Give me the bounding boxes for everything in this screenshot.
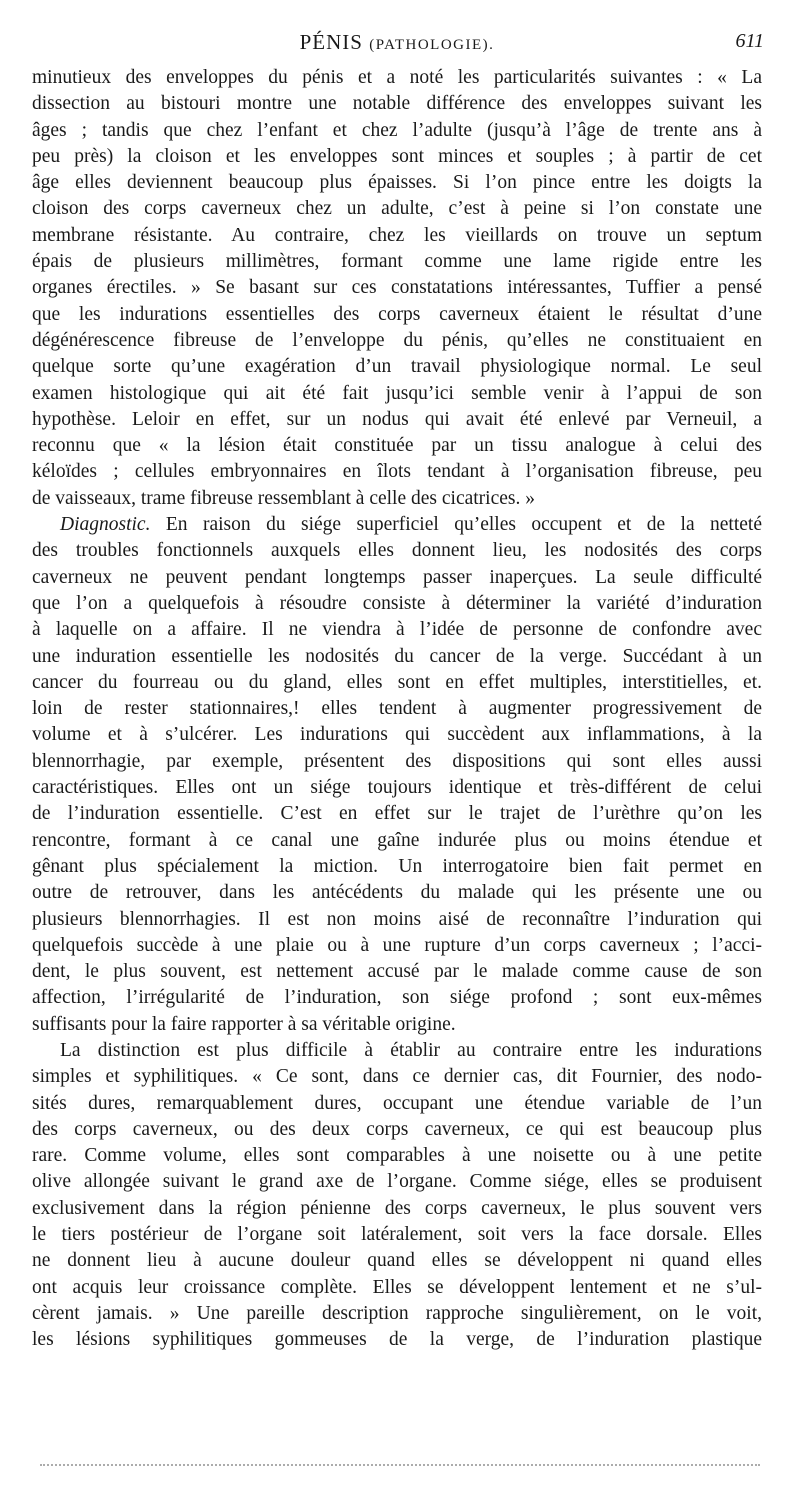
footer-dotted-rule [40,1458,760,1466]
text-line: minutieux des enveloppes du pénis et a noté les particularités suivantes : « La [32,67,762,88]
text-line: simples et syphilitiques. « Ce sont, dans ce dernier cas, dit Fournier, des nodo- [32,1066,762,1088]
text-line: dent, le plus souvent, est nettement accusé par le malade comme cause de son [32,961,762,983]
text-line: une induration essentielle les nodosités du cancer de la verge. Succédant à un [32,645,762,667]
text-line: que les indurations essentielles des corps caverneux étaient le résultat d’une [32,303,762,325]
page-number: 611 [735,30,764,52]
text-line: blennorrhagie, par exemple, présentent des dispositions qui sont elles aussi [32,750,762,772]
text-line: cloison des corps caverneux chez un adulte, c’est à peine si l’on constate une [32,198,762,220]
text-line: peu près) la cloison et les enveloppes sont minces et souples ; à partir de cet [32,145,762,167]
diagnostic-paragraph-start [32,512,762,538]
page-title [30,30,764,55]
text-line: outre de retrouver, dans les antécédents du malade qui les présente une ou [32,882,762,904]
page-title-main: PÉNIS [299,30,363,54]
text-line: le tiers postérieur de l’organe soit latéralement, soit vers la face dorsale. Elles [32,1224,762,1246]
text-line: épais de plusieurs millimètres, formant comme une lame rigide entre les [32,251,762,273]
text-line: exclusivement dans la région pénienne des corps caverneux, le plus souvent vers [32,1197,762,1219]
text-line: caverneux ne peuvent pendant longtemps passer inaperçues. La seule difficulté [32,566,762,588]
text-line: que l’on a quelquefois à résoudre consiste à déterminer la variété d’induration [32,592,762,614]
text-line: volume et à s’ulcérer. Les indurations qui succèdent aux inflammations, à la [32,724,762,746]
body-text [32,65,762,1354]
section-heading-diagnostic: Diagnostic. [60,514,151,536]
text-line: sités dures, remarquablement dures, occupant une étendue variable de l’un [32,1092,762,1114]
text-line: suffisants pour la faire rapporter à sa véritable origine. [32,1013,456,1035]
text-line: ne donnent lieu à aucune douleur quand elles se développent ni quand elles [32,1250,762,1272]
text-line: gênant plus spécialement la miction. Un interrogatoire bien fait permet en [32,855,762,877]
text-line: de vaisseaux, trame fibreuse ressemblant à celle des cicatrices. » [32,487,535,509]
text-line: kéloïdes ; cellules embryonnaires en îlots tendant à l’organisation fibreuse, peu [32,461,762,483]
text-line: ont acquis leur croissance complète. Elles se développent lentement et ne s’ul- [32,1276,762,1298]
text-line: cèrent jamais. » Une pareille description rapproche singulièrement, on le voit, [32,1302,762,1324]
text-line: organes érectiles. » Se basant sur ces constatations intéressantes, Tuffier a pensé [32,277,762,299]
text-line: cancer du fourreau ou du gland, elles sont en effet multiples, interstitielles, et. [32,671,762,693]
text-line: caractéristiques. Elles ont un siége toujours identique et très-différent de celui [32,777,762,799]
text-line-rest: En raison du siége superficiel qu’elles occupent et de la netteté [150,514,762,536]
text-line: à laquelle on a affaire. Il ne viendra à l’idée de personne de confondre avec [32,619,762,641]
text-line: reconnu que « la lésion était constituée par un tissu analogue à celui des [32,435,762,457]
text-line: quelque sorte qu’une exagération d’un travail physiologique normal. Le seul [32,356,762,378]
text-line: des troubles fonctionnels auxquels elles donnent lieu, les nodosités des corps [32,540,762,562]
text-line: quelquefois succède à une plaie ou à une rupture d’un corps caverneux ; l’acci- [32,934,762,956]
text-line: affection, l’irrégularité de l’induration, son siége profond ; sont eux-mêmes [32,987,762,1009]
text-line: dégénérescence fibreuse de l’enveloppe du pénis, qu’elles ne constituaient en [32,329,762,351]
page-title-subtitle: (PATHOLOGIE). [369,37,495,53]
text-line: des corps caverneux, ou des deux corps caverneux, ce qui est beaucoup plus [32,1118,762,1140]
text-line: dissection au bistouri montre une notable différence des enveloppes suivant les [32,93,762,115]
running-head [30,30,764,56]
text-line: plusieurs blennorrhagies. Il est non moins aisé de reconnaître l’induration qui [32,908,762,930]
text-line: olive allongée suivant le grand axe de l’organe. Comme siége, elles se produisent [32,1171,762,1193]
text-line: âges ; tandis que chez l’enfant et chez l’adulte (jusqu’à l’âge de trente ans à [32,119,762,141]
text-line: les lésions syphilitiques gommeuses de la verge, de l’induration plastique [32,1329,762,1351]
text-line: examen histologique qui ait été fait jusqu’ici semble venir à l’appui de son [32,382,762,404]
text-line: rare. Comme volume, elles sont comparables à une noisette ou à une petite [32,1145,762,1167]
text-line: âge elles deviennent beaucoup plus épaisses. Si l’on pince entre les doigts la [32,172,762,194]
text-line: de l’induration essentielle. C’est en effet sur le trajet de l’urèthre qu’on les [32,803,762,825]
text-line: La distinction est plus difficile à établir au contraire entre les indurations [60,1039,762,1061]
text-line: loin de rester stationnaires,! elles tendent à augmenter progressivement de [32,698,762,720]
text-line: membrane résistante. Au contraire, chez les vieillards on trouve un septum [32,224,762,246]
text-line: hypothèse. Leloir en effet, sur un nodus qui avait été enlevé par Verneuil, a [32,408,762,430]
text-line: rencontre, formant à ce canal une gaîne indurée plus ou moins étendue et [32,829,762,851]
